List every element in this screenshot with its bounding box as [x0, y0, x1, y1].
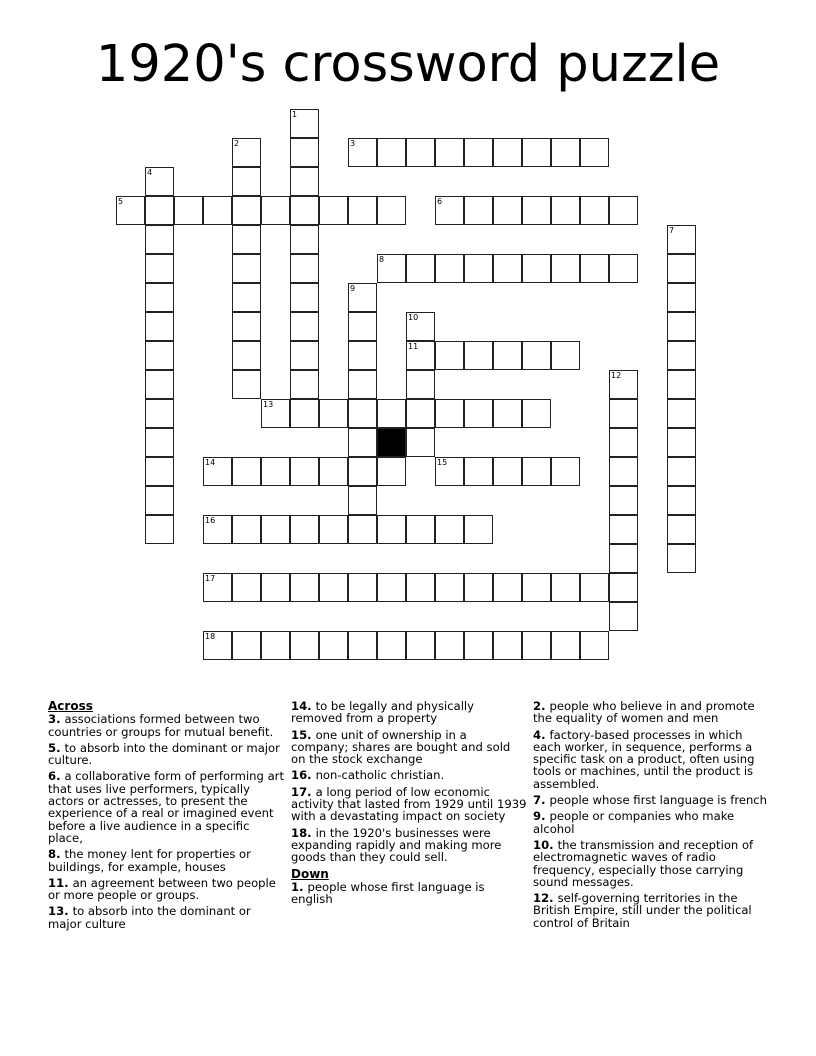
cell-number: 6	[437, 197, 443, 206]
grid-cell[interactable]	[203, 631, 232, 660]
grid-cell[interactable]	[348, 457, 377, 486]
clue-number: 12.	[533, 891, 558, 906]
grid-cell[interactable]	[348, 138, 377, 167]
grid-cell[interactable]	[145, 428, 174, 457]
grid-cell[interactable]	[522, 196, 551, 225]
grid-cell[interactable]	[667, 254, 696, 283]
grid-cell[interactable]	[667, 312, 696, 341]
grid-cell[interactable]	[609, 486, 638, 515]
clue-text: associations formed between two countries or groups for mutual benefit.	[48, 712, 274, 739]
grid-cell[interactable]	[406, 631, 435, 660]
grid-cell[interactable]	[290, 254, 319, 283]
grid-cell[interactable]	[464, 138, 493, 167]
grid-cell[interactable]	[551, 254, 580, 283]
grid-cell[interactable]	[667, 225, 696, 254]
grid-cell[interactable]	[348, 312, 377, 341]
clue-text: non-catholic christian.	[315, 768, 445, 783]
clue-across-8	[48, 848, 284, 873]
grid-cell[interactable]	[377, 515, 406, 544]
grid-cell[interactable]	[464, 341, 493, 370]
cell-number: 3	[350, 139, 356, 148]
grid-cell[interactable]	[232, 515, 261, 544]
clue-down-7	[533, 794, 769, 806]
clue-text: one unit of ownership in a company; shares are bought and sold on the stock exchange	[291, 727, 511, 767]
grid-cell[interactable]	[406, 399, 435, 428]
clue-across-14	[291, 700, 527, 725]
grid-cell[interactable]	[609, 370, 638, 399]
grid-cell[interactable]	[145, 196, 174, 225]
grid-cell[interactable]	[232, 138, 261, 167]
grid-cell[interactable]	[609, 428, 638, 457]
grid-cell[interactable]	[464, 457, 493, 486]
grid-cell[interactable]	[406, 370, 435, 399]
clue-down-12	[533, 892, 769, 929]
grid-cell[interactable]	[145, 254, 174, 283]
clue-text: the money lent for properties or buildings, for example, houses	[48, 847, 251, 874]
cell-number: 11	[408, 342, 419, 351]
grid-cell[interactable]	[232, 631, 261, 660]
grid-cell[interactable]	[290, 573, 319, 602]
grid-cell[interactable]	[406, 138, 435, 167]
grid-cell[interactable]	[493, 457, 522, 486]
clue-number: 7.	[533, 793, 550, 808]
grid-cell[interactable]	[261, 631, 290, 660]
grid-cell[interactable]	[406, 515, 435, 544]
grid-cell[interactable]	[435, 341, 464, 370]
grid-cell[interactable]	[203, 196, 232, 225]
clues-column-1	[48, 700, 284, 934]
grid-cell[interactable]	[435, 573, 464, 602]
grid-cell[interactable]	[522, 138, 551, 167]
grid-cell[interactable]	[261, 573, 290, 602]
grid-cell[interactable]	[145, 515, 174, 544]
clue-number: 14.	[291, 699, 316, 713]
grid-cell[interactable]	[232, 573, 261, 602]
grid-cell[interactable]	[609, 515, 638, 544]
clue-down-2	[533, 700, 769, 725]
grid-cell[interactable]	[348, 370, 377, 399]
grid-cell[interactable]	[348, 486, 377, 515]
grid-cell[interactable]	[145, 341, 174, 370]
grid-cell[interactable]	[464, 196, 493, 225]
grid-cell[interactable]	[522, 254, 551, 283]
grid-cell[interactable]	[290, 515, 319, 544]
grid-cell[interactable]	[348, 341, 377, 370]
grid-cell[interactable]	[290, 196, 319, 225]
grid-cell[interactable]	[667, 341, 696, 370]
grid-cell[interactable]	[348, 515, 377, 544]
grid-cell[interactable]	[290, 399, 319, 428]
clue-text: people whose first language is english	[291, 879, 485, 907]
cell-number: 14	[205, 458, 216, 467]
grid-cell[interactable]	[319, 457, 348, 486]
grid-cell[interactable]	[493, 631, 522, 660]
cell-number: 5	[118, 197, 124, 206]
grid-cell[interactable]	[464, 254, 493, 283]
grid-cell[interactable]	[145, 399, 174, 428]
grid-cell[interactable]	[667, 457, 696, 486]
grid-cell[interactable]	[319, 399, 348, 428]
grid-cell[interactable]	[609, 602, 638, 631]
grid-cell[interactable]	[667, 544, 696, 573]
grid-cell[interactable]	[290, 370, 319, 399]
clue-across-3	[48, 713, 284, 738]
grid-cell[interactable]	[203, 457, 232, 486]
grid-cell[interactable]	[116, 196, 145, 225]
clue-across-5	[48, 742, 284, 767]
clue-text: to absorb into the dominant or major culture.	[48, 740, 280, 768]
grid-cell[interactable]	[290, 341, 319, 370]
grid-cell[interactable]	[609, 399, 638, 428]
cell-number: 8	[379, 255, 385, 264]
clue-text: an agreement between two people or more people or groups.	[48, 875, 276, 903]
grid-cell[interactable]	[145, 167, 174, 196]
grid-cell[interactable]	[232, 457, 261, 486]
grid-cell[interactable]	[609, 573, 638, 602]
clue-across-11	[48, 877, 284, 902]
grid-cell[interactable]	[580, 573, 609, 602]
grid-cell[interactable]	[406, 428, 435, 457]
grid-cell[interactable]	[261, 457, 290, 486]
grid-cell[interactable]	[435, 515, 464, 544]
clue-across-16	[291, 769, 527, 781]
grid-cell[interactable]	[348, 283, 377, 312]
grid-cell[interactable]	[232, 254, 261, 283]
clue-across-6	[48, 770, 284, 844]
grid-cell[interactable]	[522, 631, 551, 660]
grid-cell[interactable]	[551, 196, 580, 225]
grid-cell[interactable]	[377, 573, 406, 602]
grid-cell[interactable]	[609, 457, 638, 486]
clue-number: 2.	[533, 699, 550, 713]
grid-cell[interactable]	[580, 196, 609, 225]
grid-cell[interactable]	[493, 138, 522, 167]
grid-cell[interactable]	[464, 631, 493, 660]
cell-number: 4	[147, 168, 153, 177]
black-cell	[377, 428, 406, 457]
clue-text: to absorb into the dominant or major culture	[48, 904, 251, 931]
clue-number: 9.	[533, 809, 550, 824]
grid-cell[interactable]	[377, 631, 406, 660]
grid-cell[interactable]	[348, 428, 377, 457]
grid-cell[interactable]	[203, 573, 232, 602]
cell-number: 1	[292, 110, 298, 119]
grid-cell[interactable]	[522, 457, 551, 486]
grid-cell[interactable]	[290, 312, 319, 341]
grid-cell[interactable]	[667, 399, 696, 428]
grid-cell[interactable]	[609, 544, 638, 573]
grid-cell[interactable]	[464, 399, 493, 428]
grid-cell[interactable]	[203, 515, 232, 544]
grid-cell[interactable]	[232, 196, 261, 225]
grid-cell[interactable]	[377, 399, 406, 428]
cell-number: 10	[408, 313, 419, 322]
grid-cell[interactable]	[609, 196, 638, 225]
grid-cell[interactable]	[551, 341, 580, 370]
grid-cell[interactable]	[551, 631, 580, 660]
grid-cell[interactable]	[348, 196, 377, 225]
grid-cell[interactable]	[406, 254, 435, 283]
cell-number: 7	[669, 226, 675, 235]
clue-number: 8.	[48, 847, 65, 862]
grid-cell[interactable]	[493, 196, 522, 225]
grid-cell[interactable]	[290, 225, 319, 254]
grid-cell[interactable]	[377, 254, 406, 283]
clues-column-2	[291, 700, 527, 909]
grid-cell[interactable]	[493, 399, 522, 428]
clue-number: 6.	[48, 769, 65, 784]
clue-text: self-governing territories in the British Empire, still under the political control of Britain	[533, 891, 752, 930]
grid-cell[interactable]	[290, 283, 319, 312]
clue-number: 15.	[291, 727, 316, 742]
grid-cell[interactable]	[667, 428, 696, 457]
grid-cell[interactable]	[493, 254, 522, 283]
clue-number: 10.	[533, 837, 558, 852]
grid-cell[interactable]	[667, 515, 696, 544]
clue-across-17	[291, 786, 527, 823]
grid-cell[interactable]	[290, 167, 319, 196]
grid-cell[interactable]	[464, 515, 493, 544]
clue-text: in the 1920's businesses were expanding rapidly and making more goods than they could sell.	[291, 825, 502, 865]
grid-cell[interactable]	[319, 515, 348, 544]
grid-cell[interactable]	[348, 399, 377, 428]
clue-across-13	[48, 905, 284, 930]
clue-across-15	[291, 729, 527, 766]
clue-text: factory-based processes in which each worker, in sequence, performs a specific task on a product, often using tools or machines, until the product is assembled.	[533, 727, 755, 791]
grid-cell[interactable]	[145, 370, 174, 399]
grid-cell[interactable]	[377, 138, 406, 167]
grid-cell[interactable]	[145, 225, 174, 254]
grid-cell[interactable]	[174, 196, 203, 225]
grid-cell[interactable]	[145, 312, 174, 341]
grid-cell[interactable]	[377, 457, 406, 486]
grid-cell[interactable]	[435, 631, 464, 660]
cell-number: 2	[234, 139, 240, 148]
grid-cell[interactable]	[261, 399, 290, 428]
clue-text: a collaborative form of performing art that uses live performers, typically actors or actresses, to present the experience of a real or imagined event before a live audience in a specific place,	[48, 769, 284, 845]
clue-number: 4.	[533, 727, 550, 742]
grid-cell[interactable]	[522, 341, 551, 370]
grid-cell[interactable]	[232, 225, 261, 254]
grid-cell[interactable]	[145, 283, 174, 312]
grid-cell[interactable]	[493, 341, 522, 370]
cell-number: 16	[205, 516, 216, 525]
cell-number: 12	[611, 371, 622, 380]
grid-cell[interactable]	[348, 573, 377, 602]
clue-down-10	[533, 839, 769, 888]
grid-cell[interactable]	[435, 138, 464, 167]
grid-cell[interactable]	[580, 138, 609, 167]
clue-text: the transmission and reception of electromagnetic waves of radio frequency, especially those carrying sound messages.	[533, 837, 754, 889]
cell-number: 9	[350, 284, 356, 293]
grid-cell[interactable]	[667, 486, 696, 515]
grid-cell[interactable]	[522, 573, 551, 602]
cell-number: 17	[205, 574, 216, 583]
clue-number: 5.	[48, 740, 65, 755]
grid-cell[interactable]	[406, 341, 435, 370]
grid-cell[interactable]	[551, 138, 580, 167]
grid-cell[interactable]	[435, 457, 464, 486]
clue-text: to be legally and physically removed from a property	[291, 699, 474, 726]
grid-cell[interactable]	[261, 196, 290, 225]
cell-number: 15	[437, 458, 448, 467]
cell-number: 18	[205, 632, 216, 641]
grid-cell[interactable]	[232, 167, 261, 196]
grid-cell[interactable]	[290, 138, 319, 167]
grid-cell[interactable]	[319, 196, 348, 225]
grid-cell[interactable]	[580, 631, 609, 660]
grid-cell[interactable]	[261, 515, 290, 544]
clue-number: 13.	[48, 904, 73, 919]
clue-text: people who believe in and promote the equality of women and men	[533, 699, 755, 726]
clue-number: 1.	[291, 879, 308, 894]
grid-cell[interactable]	[290, 631, 319, 660]
grid-cell[interactable]	[551, 573, 580, 602]
grid-cell[interactable]	[435, 196, 464, 225]
grid-cell[interactable]	[319, 573, 348, 602]
grid-cell[interactable]	[609, 254, 638, 283]
clue-text: people whose first language is french	[549, 793, 768, 808]
grid-cell[interactable]	[406, 573, 435, 602]
grid-cell[interactable]	[551, 457, 580, 486]
grid-cell[interactable]	[667, 283, 696, 312]
grid-cell[interactable]	[464, 573, 493, 602]
across-header: Across	[48, 699, 93, 713]
clue-number: 3.	[48, 712, 65, 727]
clue-number: 11.	[48, 875, 73, 890]
grid-cell[interactable]	[232, 283, 261, 312]
clue-down-1	[291, 881, 527, 906]
clue-text: a long period of low economic activity that lasted from 1929 until 1939 with a devastating impact on society	[291, 784, 527, 824]
clue-number: 17.	[291, 784, 316, 799]
grid-cell[interactable]	[290, 109, 319, 138]
grid-cell[interactable]	[232, 341, 261, 370]
grid-cell[interactable]	[435, 254, 464, 283]
grid-cell[interactable]	[522, 399, 551, 428]
page-title: 1920's crossword puzzle	[95, 35, 721, 94]
down-header: Down	[291, 866, 329, 881]
clue-number: 16.	[291, 768, 316, 783]
grid-cell[interactable]	[377, 196, 406, 225]
clue-down-4	[533, 729, 769, 790]
grid-cell[interactable]	[290, 457, 319, 486]
grid-cell[interactable]	[232, 370, 261, 399]
clue-text: people or companies who make alcohol	[533, 809, 735, 836]
grid-cell[interactable]	[319, 631, 348, 660]
clue-across-18	[291, 827, 527, 864]
grid-cell[interactable]	[493, 573, 522, 602]
clue-number: 18.	[291, 825, 316, 840]
cell-number: 13	[263, 400, 274, 409]
grid-cell[interactable]	[667, 370, 696, 399]
grid-cell[interactable]	[406, 312, 435, 341]
clue-down-9	[533, 810, 769, 835]
grid-cell[interactable]	[580, 254, 609, 283]
grid-cell[interactable]	[435, 399, 464, 428]
clues-column-3	[533, 700, 769, 933]
grid-cell[interactable]	[232, 312, 261, 341]
grid-cell[interactable]	[348, 631, 377, 660]
grid-cell[interactable]	[145, 457, 174, 486]
grid-cell[interactable]	[145, 486, 174, 515]
